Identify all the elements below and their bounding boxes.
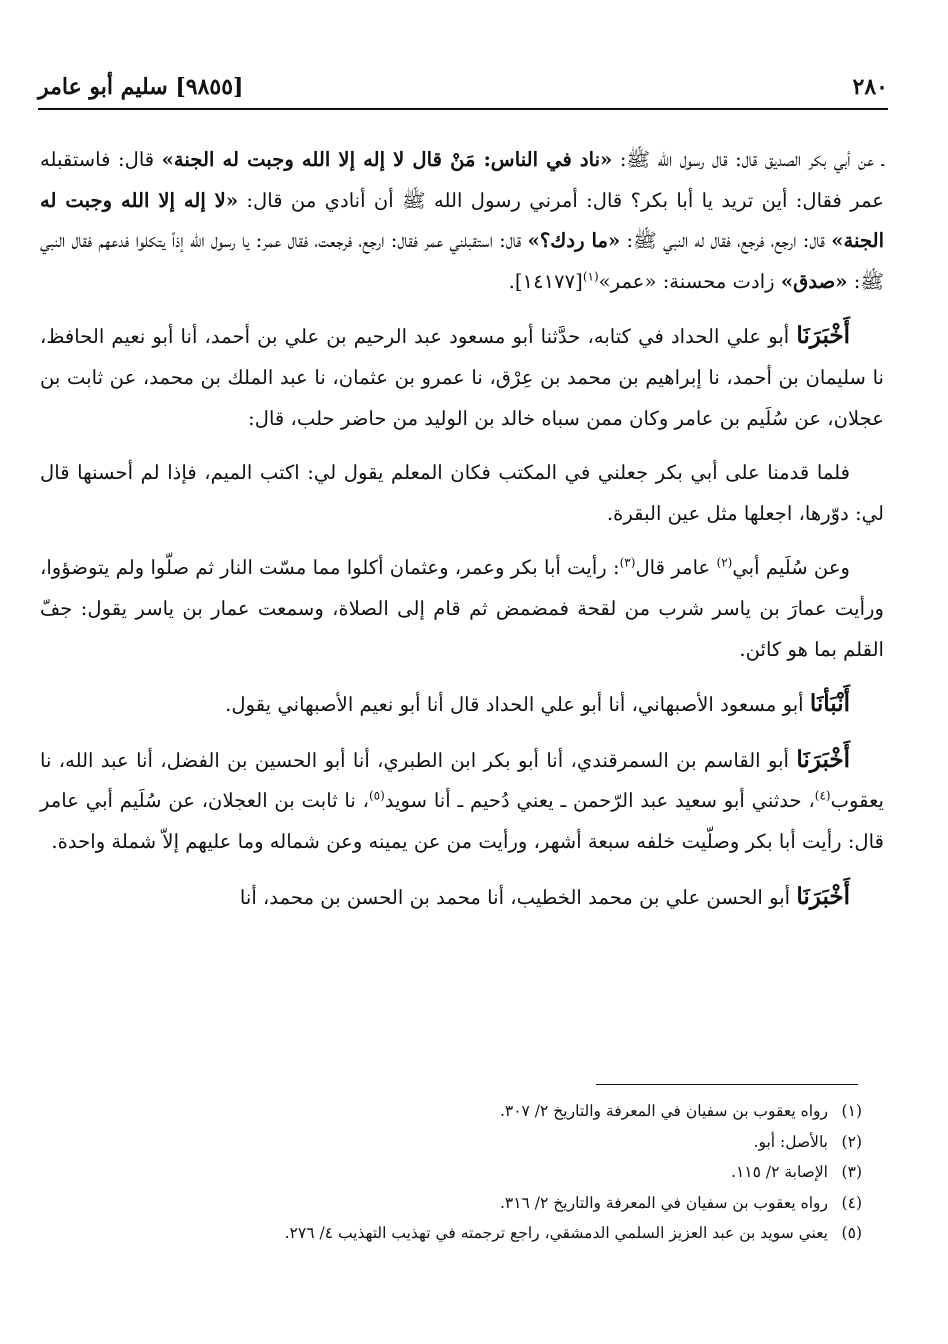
text-run: أبو القاسم بن السمرقندي، أنا أبو بكر ابن الطبري، أنا أبو الحسين بن الفضل، أنا عبد الله، نا يعقوب [40, 748, 884, 813]
footnote-number: (٤) [841, 1193, 862, 1212]
footnote-ref[interactable]: (٣) [619, 555, 636, 570]
paragraph-isnad-2 [40, 684, 884, 726]
footnote-text: رواه يعقوب بن سفيان في المعرفة والتاريخ ٢/ ٣٠٧. [499, 1102, 828, 1120]
footnote-text: بالأصل: أبو. [753, 1132, 828, 1151]
footnote-rule [596, 1084, 858, 1085]
footnote-number: (١) [841, 1102, 862, 1120]
footnote-item [60, 1127, 862, 1158]
quote-bold: «ناد في الناس: مَنْ قال لا إله إلا الله وجبت له الجنة» [161, 148, 613, 171]
paragraph-hadith [40, 140, 884, 302]
footnote-text: يعني سويد بن عبد العزيز السلمي الدمشقي، راجع ترجمته في تهذيب التهذيب ٤/ ٢٧٦. [284, 1224, 828, 1242]
text-run: : رأيت أبا بكر وعمر، وعثمان أكلوا مما مسّت النار ثم صلّوا ولم يتوضؤوا، ورأيت عمارَ بن ياسر شرب من لقحة فمضمض ثم قام إلى الصلاة، وسمعت عمار بن ياسر يقول: جفّ القلم بما هو كائن. [40, 556, 884, 661]
quote-bold: «صدق» [780, 269, 848, 293]
running-title: [٩٨٥٥] سليم أبو عامر [38, 74, 244, 100]
footnote-item [60, 1188, 862, 1219]
paragraph-isnad-1 [40, 316, 884, 439]
footnote-number: (٢) [841, 1132, 862, 1151]
text-run: أبو الحسن علي بن محمد الخطيب، أنا محمد بن الحسن بن محمد، أنا [239, 885, 797, 909]
footnote-number: (٥) [841, 1224, 862, 1242]
page-header [38, 68, 888, 108]
text-run: [١٤١٧٧]. [508, 269, 583, 293]
footnote-ref[interactable]: (١) [582, 269, 599, 284]
page-number: ٢٨٠ [852, 74, 888, 100]
text-run: قال: استقبلني عمر فقال: ارجع، فرجعت، فقال عمر: يا رسول الله إذاً يتكلوا فدعهم فقال النبي ﷺ: [40, 229, 884, 293]
footnote-ref[interactable]: (٥) [368, 788, 385, 803]
quote-bold: «ما ردك؟» [527, 229, 621, 253]
footnote-ref[interactable]: (٤) [814, 788, 831, 803]
text-run: زادت محسنة: «عمر» [598, 269, 781, 293]
text-run: ، حدثني أبو سعيد عبد الرّحمن ـ يعني دُحيم ـ أنا سويد [384, 789, 815, 813]
main-text [40, 140, 884, 918]
paragraph-narration-1 [40, 453, 884, 534]
footnote-item [60, 1096, 862, 1127]
text-run: أبو مسعود الأصبهاني، أنا أبو علي الحداد قال أنا أبو نعيم الأصبهاني يقول. [225, 693, 810, 717]
footnote-item [60, 1218, 862, 1249]
footnote-number: (٣) [841, 1163, 862, 1181]
transmission-keyword: أَنْبَأنَا [809, 690, 850, 718]
paragraph-isnad-3 [40, 740, 884, 863]
footnote-text: الإصابة ٢/ ١١٥. [731, 1163, 828, 1181]
text-run: ، نا ثابت بن العجلان، عن سُلَيم أبي عامر قال: رأيت أبا بكر وصلّيت خلفه سبعة أشهر، ورأيت من عن يمينه وعن شماله وما عليهم إلاّ شملة واحدة. [40, 789, 884, 853]
text-run: قال: فاستقبله عمر فقال: أين تريد يا أبا بكر؟ قال: أمرني رسول الله ﷺ أن أنادي من قال: [40, 148, 885, 212]
text-run: عامر قال [635, 556, 717, 580]
transmission-keyword: أَخْبَرَنَا [796, 882, 850, 910]
quote-bold: «لا إله إلا الله وجبت له الجنة» [40, 188, 885, 253]
text-run: فلما قدمنا على أبي بكر جعلني في المكتب فكان المعلم يقول لي: اكتب الميم، فإذا لم أحسنها قال لي: دوّرها، اجعلها مثل عين البقرة. [40, 461, 884, 525]
header-rule [38, 108, 888, 110]
text-run: ـ عن أبي بكر الصديق قال: قال رسول الله ﷺ: [612, 148, 884, 171]
text-run: أبو علي الحداد في كتابه، حدَّثنا أبو مسعود عبد الرحيم بن علي بن أحمد، أنا أبو نعيم الحافظ، نا سليمان بن أحمد، نا إبراهيم بن محمد بن عِرْق، نا عمرو بن عثمان، نا عبد الملك بن محمد، عن ثابت بن عجلان، عن سُلَيم بن عامر وكان ممن سباه خالد بن الوليد من حاضر حلب، قال: [40, 325, 884, 430]
text-run: وعن سُلَيم أبي [732, 556, 850, 580]
footnote-text: رواه يعقوب بن سفيان في المعرفة والتاريخ ٢/ ٣١٦. [499, 1193, 828, 1212]
text-run: قال: ارجع، فرجع، فقال له النبي ﷺ: [620, 229, 832, 253]
footnote-ref[interactable]: (٢) [716, 555, 733, 570]
transmission-keyword: أَخْبَرَنَا [796, 322, 850, 350]
transmission-keyword: أَخْبَرَنَا [796, 745, 851, 773]
paragraph-narration-2 [40, 548, 884, 670]
footnote-item [60, 1157, 862, 1188]
footnotes [60, 1096, 862, 1249]
paragraph-isnad-4 [40, 877, 884, 919]
